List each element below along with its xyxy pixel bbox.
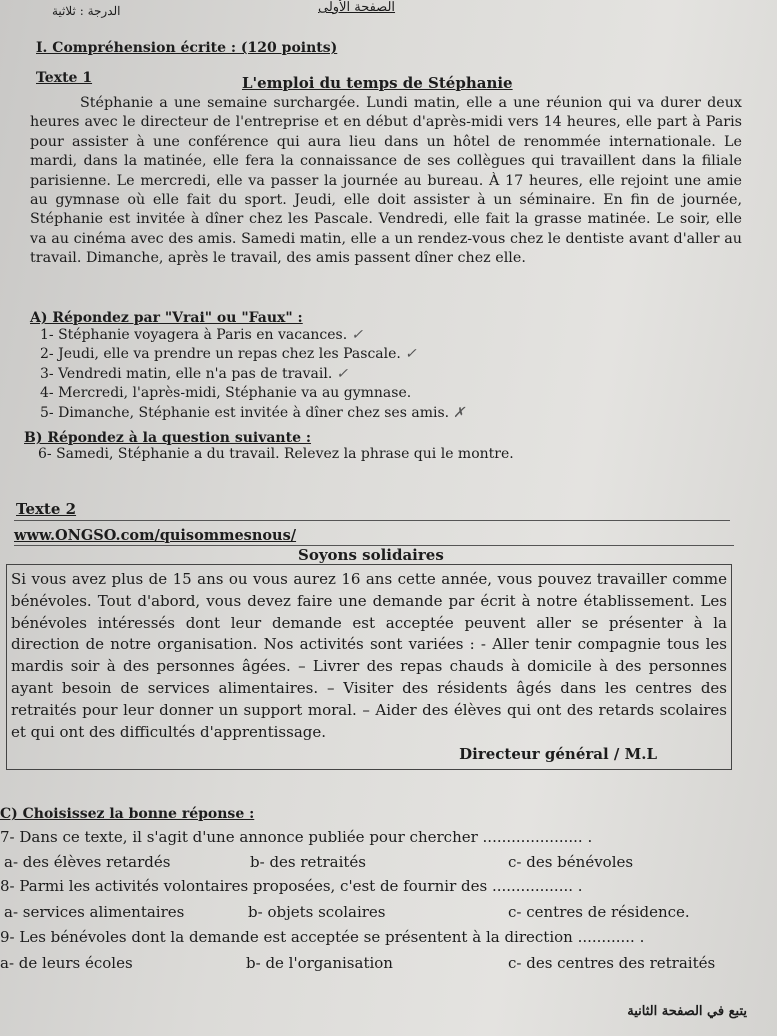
cross-mark-icon: ✗: [453, 404, 465, 421]
question-7-option-a: a- des élèves retardés: [4, 853, 171, 871]
checkmark-icon: ✓: [351, 327, 363, 343]
section-b-title: B) Répondez à la question suivante :: [24, 430, 312, 446]
texte1-label: Texte 1: [36, 70, 93, 86]
question-2: [40, 345, 465, 364]
section-c-title: C) Choisissez la bonne réponse :: [0, 806, 255, 822]
ad-text: Si vous avez plus de 15 ans ou vous aurez 16 ans cette année, vous pouvez travailler comme bénévoles. Tout d'abord, vous devez faire une demande par écrit à notre établissement. Les bénévoles intéressés dont leur demande est acceptée peuvent aller se présenter à la direction de notre organisation. Nos activités sont variées : - Aller tenir compagnie tous les mardis soir à des personnes âgées. – Livrer des repas chauds à domicile à des personnes ayant besoin de services alimentaires. – Visiter des résidents âgés dans les centres des retraités pour leur donner un support moral. – Aider des élèves qui ont des retards scolaires et qui ont des difficultés d'apprentissage.: [11, 570, 727, 741]
checkmark-icon: ✓: [404, 346, 417, 363]
question-text: 2- Jeudi, elle va prendre un repas chez les Pascale.: [40, 346, 401, 363]
question-7-option-c: c- des bénévoles: [508, 853, 634, 871]
question-5: [40, 404, 465, 423]
question-8-option-c: c- centres de résidence.: [508, 903, 690, 921]
continued-note: يتبع في الصفحة الثانية: [627, 1004, 747, 1019]
ad-title: Soyons solidaires: [298, 546, 444, 564]
header-level: الدرجة : ثلاثية: [52, 4, 121, 18]
question-text: 5- Dimanche, Stéphanie est invitée à dîner chez ses amis.: [40, 404, 450, 421]
section-a-questions: [40, 326, 465, 423]
question-text: 4- Mercredi, l'après-midi, Stéphanie va au gymnase.: [40, 385, 412, 402]
question-9-option-b: b- de l'organisation: [246, 954, 393, 972]
question-8-option-b: b- objets scolaires: [248, 903, 386, 921]
question-text: 1- Stéphanie voyagera à Paris en vacances.: [40, 327, 348, 343]
question-text: 3- Vendredi matin, elle n'a pas de travail.: [40, 365, 333, 382]
ad-box: [6, 564, 732, 770]
divider: [14, 520, 730, 521]
section-a-title: A) Répondez par "Vrai" ou "Faux" :: [30, 310, 303, 326]
question-7: 7- Dans ce texte, il s'agit d'une annonce publiée pour chercher ..................... .: [0, 828, 593, 846]
question-8: 8- Parmi les activités volontaires proposées, c'est de fournir des ................. .: [0, 877, 583, 895]
question-7-option-b: b- des retraités: [250, 853, 366, 871]
question-4: [40, 384, 465, 403]
ad-signature: Directeur général / M.L: [459, 745, 657, 763]
texte2-url: www.ONGSO.com/quisommesnous/: [14, 527, 297, 544]
question-9-option-a: a- de leurs écoles: [0, 954, 133, 972]
section-title: I. Compréhension écrite : (120 points): [36, 40, 338, 56]
texte1-body: Stéphanie a une semaine surchargée. Lundi matin, elle a une réunion qui va durer deux heures avec le directeur de l'entreprise et en début d'après-midi vers 14 heures, elle part à Paris pour assister à une conférence qui aura lieu dans un hôtel de renommée internationale. Le mardi, dans la matinée, elle fera la connaissance de ses collègues qui travaillent dans la filiale parisienne. Le mercredi, elle va passer la journée au bureau. À 17 heures, elle rejoint une amie au gymnase où elle fait du sport. Jeudi, elle doit assister à un séminaire. En fin de journée, Stéphanie est invitée à dîner chez les Pascale. Vendredi, elle fait la grasse matinée. Le soir, elle va au cinéma avec des amis. Samedi matin, elle a un rendez-vous chez le dentiste avant d'aller au travail. Dimanche, après le travail, des amis passent dîner chez elle.: [30, 95, 742, 267]
question-9-option-c: c- des centres des retraités: [508, 954, 716, 972]
header-page-number: الصفحة الأولى: [318, 0, 396, 15]
texte2-label: Texte 2: [16, 500, 77, 518]
question-9: 9- Les bénévoles dont la demande est acceptée se présentent à la direction ............ .: [0, 928, 645, 946]
texte1-paragraph: [30, 94, 742, 269]
question-6: 6- Samedi, Stéphanie a du travail. Relevez la phrase qui le montre.: [38, 446, 514, 462]
checkmark-icon: ✓: [336, 365, 349, 382]
texte1-title: L'emploi du temps de Stéphanie: [242, 74, 513, 92]
question-1: [40, 326, 465, 345]
question-8-option-a: a- services alimentaires: [4, 903, 185, 921]
question-3: [40, 365, 465, 384]
